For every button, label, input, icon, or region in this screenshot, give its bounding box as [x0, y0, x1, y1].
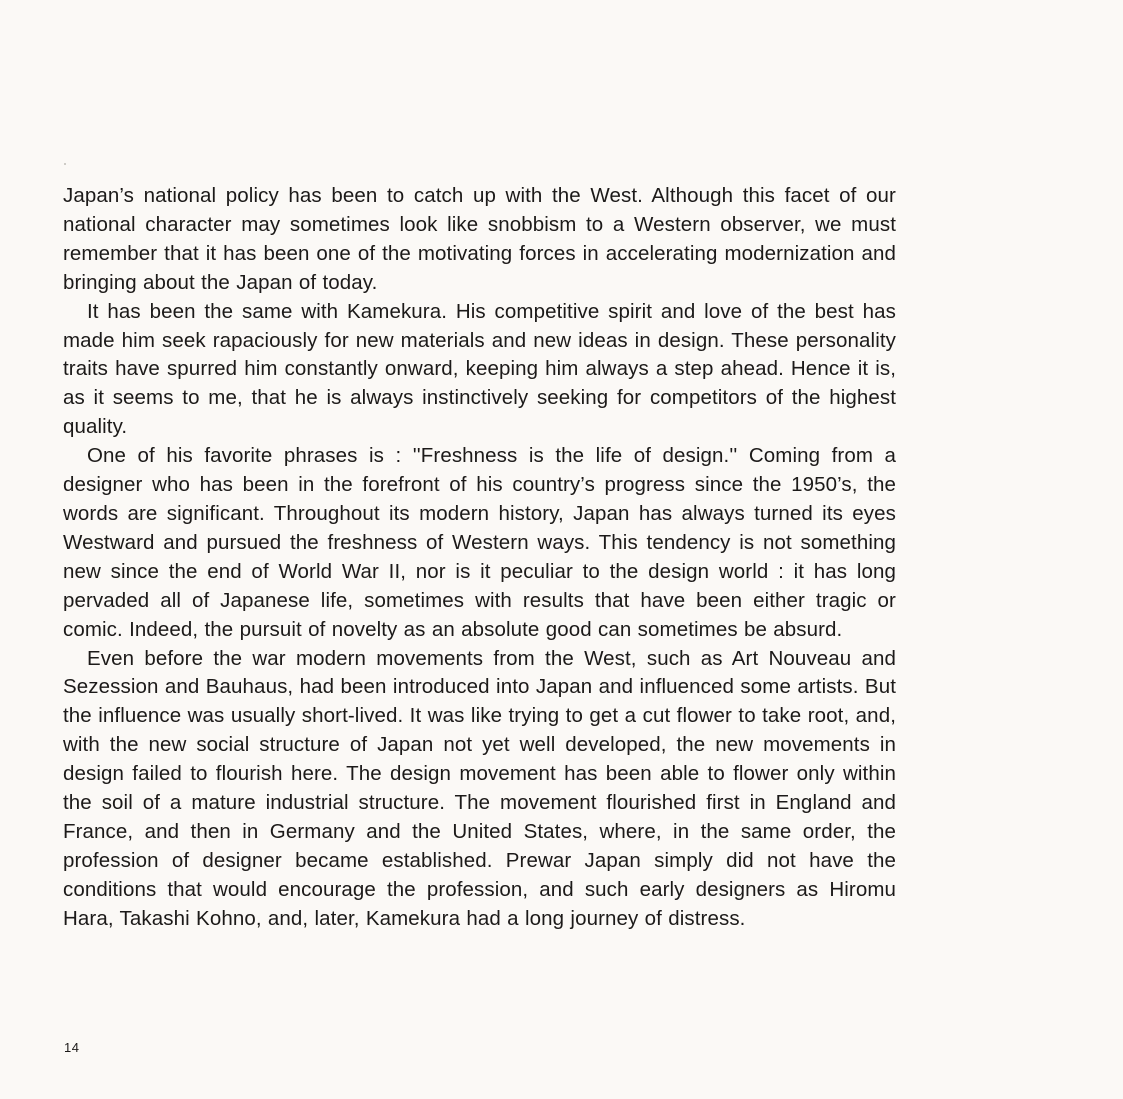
paragraph-2: It has been the same with Kamekura. His competitive spirit and love of the best has made him seek rapaciously for new materials and new ideas in design. These personality traits have spurred him constantly onward, keeping him always a step ahead. Hence it is, as it seems to me, that he is always instinctively seeking for competitors of the highest quality.: [63, 299, 896, 439]
paragraph-1: Japan’s national policy has been to catch up with the West. Although this facet of our national character may sometimes look like snobbism to a Western observer, we must remember that it has been one of the motivating forces in accelerating modernization and bringing about the Japan of today.: [63, 184, 896, 294]
page-number: 14: [64, 1040, 80, 1055]
paper-speck: [64, 163, 66, 165]
paragraph-3: One of his favorite phrases is : ''Freshness is the life of design.'' Coming from a designer who has been in the forefront of his country’s progress since the 1950’s, the words are significant. Throughout its modern history, Japan has always turned its eyes Westward and pursued the freshness of Western ways. This tendency is not something new since the end of World War II, nor is it peculiar to the design world : it has long pervaded all of Japanese life, sometimes with results that have been either tragic or comic. Indeed, the pursuit of novelty as an absolute good can sometimes be absurd.: [63, 444, 896, 641]
paragraph-4: Even before the war modern movements from the West, such as Art Nouveau and Sezession and Bauhaus, had been introduced into Japan and influenced some artists. But the influence was usually short-lived. It was like trying to get a cut flower to take root, and, with the new social structure of Japan not yet well developed, the new movements in design failed to flourish here. The design movement has been able to flower only within the soil of a mature industrial structure. The movement flourished first in England and France, and then in Germany and the United States, where, in the same order, the profession of designer became established. Prewar Japan simply did not have the conditions that would encourage the profession, and such early designers as Hiromu Hara, Takashi Kohno, and, later, Kamekura had a long journey of distress.: [63, 646, 896, 930]
body-text: [63, 182, 896, 934]
